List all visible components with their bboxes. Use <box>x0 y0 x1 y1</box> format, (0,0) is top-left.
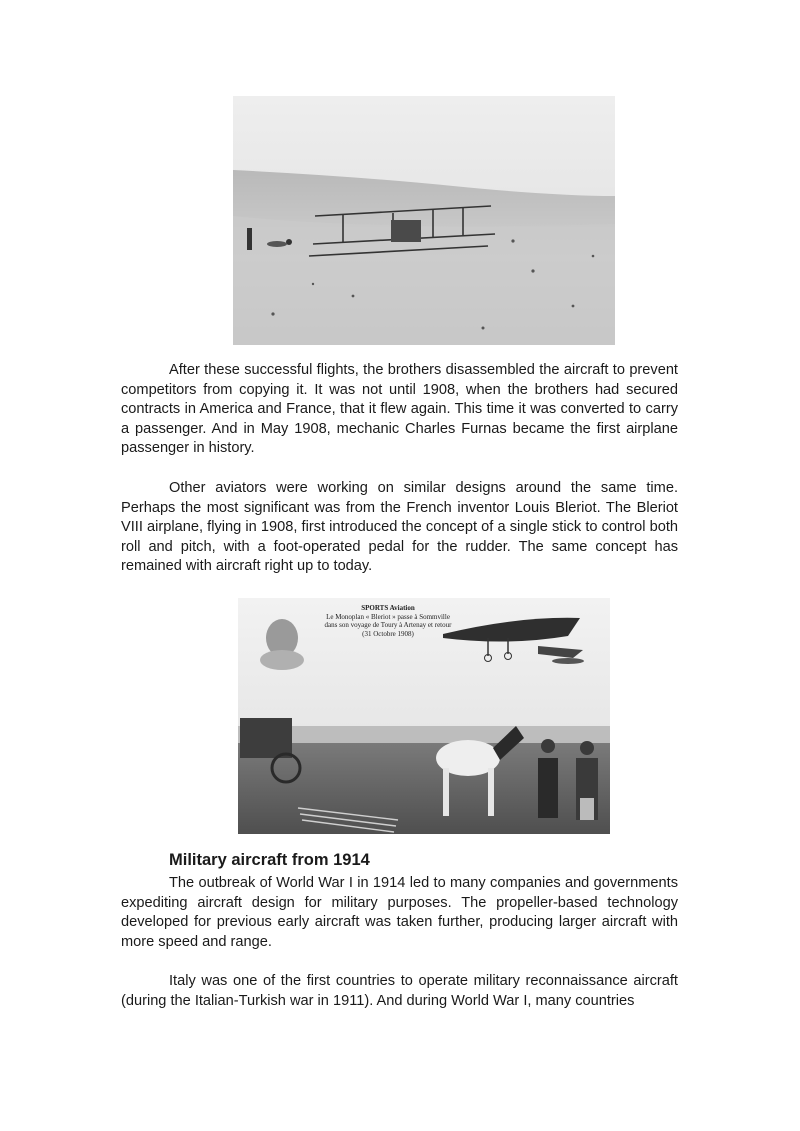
wright-flyer-photo <box>233 96 615 345</box>
bleriot-postcard-photo <box>238 598 610 834</box>
paragraph-4: Italy was one of the first countries to operate military reconnaissance aircraft (during the Italian-Turkish war in 1911). And during World War I, many countries <box>121 973 678 1009</box>
section-heading: Military aircraft from 1914 <box>169 851 370 869</box>
postcard-caption-line-3: (31 Octobre 1908) <box>362 629 414 638</box>
postcard-caption-line-2: dans son voyage de Toury à Artenay et retour <box>324 621 452 629</box>
paragraph-3: The outbreak of World War I in 1914 led to many companies and governments expediting aircraft design for military purposes. The propeller-based technology developed for previous early aircraft was taken further, producing larger aircraft with more speed and range. <box>121 875 678 950</box>
postcard-caption-line-1: Le Monoplan « Bleriot » passe à Sommville <box>326 612 450 621</box>
paragraph-1: After these successful flights, the brothers disassembled the aircraft to prevent competitors from copying it. It was not until 1908, when the brothers had secured contracts in America and France, that it flew again. This time it was converted to carry a passenger. And in May 1908, mechanic Charles Furnas became the first airplane passenger in history. <box>121 362 678 457</box>
postcard-caption-title: SPORTS Aviation <box>361 604 415 612</box>
postcard-caption <box>308 604 468 638</box>
paragraph-2: Other aviators were working on similar designs around the same time. Perhaps the most significant was from the French inventor Louis Bleriot. The Bleriot VIII airplane, flying in 1908, first introduced the concept of a single stick to control both roll and pitch, with a foot-operated pedal for the rudder. The same concept has remained with aircraft right up to today. <box>121 480 678 575</box>
